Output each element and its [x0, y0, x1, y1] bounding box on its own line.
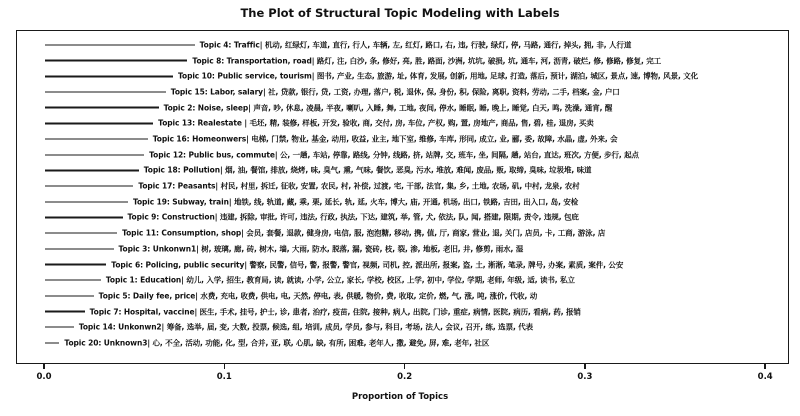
- topic-row: [45, 243, 523, 254]
- topic-label: Topic 8: Transportation, road| 路灯, 注, 白沙, 条, 修好, 亮, 胜, 路面, 沙洲, 坑坑, 破损, 坑, 通车, 河, 沥青, 破烂, 修, 修路, 修复, 完工: [192, 56, 662, 66]
- topic-row: [45, 165, 591, 176]
- topic-row: [45, 71, 698, 82]
- x-axis-tick-mark: [404, 364, 406, 369]
- topic-proportion-line: [45, 154, 144, 156]
- topic-proportion-line: [45, 264, 106, 266]
- topic-proportion-line: [45, 342, 59, 344]
- topic-label: Topic 17: Peasants| 村民, 村里, 拆迁, 征收, 安置, 农民, 村, 补偿, 过渡, 宅, 干部, 法官, 集, 乡, 土地, 农场, 矶, 中村, 龙泉, 农村: [138, 181, 580, 191]
- topic-proportion-line: [45, 295, 94, 297]
- topic-row: [45, 228, 605, 239]
- topic-proportion-line: [45, 76, 173, 78]
- topic-row: [45, 196, 578, 207]
- x-axis-tick-mark: [43, 364, 45, 369]
- topic-row: [45, 337, 489, 348]
- x-axis-tick-label: 0.3: [577, 372, 593, 382]
- topic-row: [45, 87, 620, 98]
- topic-label: Topic 15: Labor, salary| 社, 贷款, 银行, 贷, 工资, 办理, 落户, 税, 退休, 保, 身份, 积, 保险, 离职, 资料, 劳动, 二手, 档案, 金, 户口: [170, 87, 620, 97]
- topic-label: Topic 9: Construction| 违建, 拆除, 审批, 许可, 违法, 行政, 执法, 下达, 建筑, 举, 管, 犬, 依法, 队, 闻, 搭建, 限期, 责令, 违规, 包庇: [127, 212, 579, 222]
- x-axis-title: Proportion of Topics: [351, 392, 449, 402]
- topic-label: Topic 14: Unkonwn2| 筹备, 选举, 届, 变, 大数, 投票, 候选, 组, 培训, 成员, 学员, 参与, 科目, 考场, 法人, 会议, 召开, 练, 选票, 代表: [78, 322, 534, 332]
- topic-row: [45, 149, 639, 160]
- topic-proportion-line: [45, 91, 166, 93]
- topic-row: [45, 181, 580, 192]
- topic-row: [45, 290, 537, 301]
- topic-proportion-line: [45, 44, 195, 46]
- topic-proportion-line: [45, 138, 148, 140]
- topic-label: Topic 6: Policing, public security| 警察, 民警, 信号, 警, 报警, 警官, 视频, 司机, 控, 派出所, 报案, 盗, 土, 淅淅, 笔录, 牌号, 办案, 素质, 案件, 公安: [111, 260, 624, 270]
- topic-label: Topic 4: Traffic| 机动, 红绿灯, 车道, 直行, 行人, 车辆, 左, 红灯, 路口, 右, 违, 行驶, 绿灯, 停, 马路, 通行, 掉头, 拥, 非, 人行道: [199, 40, 632, 50]
- x-axis-tick-mark: [584, 364, 586, 369]
- topic-proportion-line: [45, 232, 117, 234]
- topic-label: Topic 1: Education| 幼儿, 入学, 招生, 教育局, 读, 就读, 小学, 公立, 家长, 学校, 校区, 上学, 初中, 学位, 学期, 老师, 年级, 适, 读书, 私立: [105, 275, 575, 285]
- topic-row: [45, 306, 581, 317]
- topic-proportion-line: [45, 279, 101, 281]
- x-axis-tick-label: 0.1: [216, 372, 232, 382]
- topic-row: [45, 322, 533, 333]
- topic-proportion-line: [45, 123, 153, 125]
- topic-row: [45, 134, 618, 145]
- topic-proportion-line: [45, 170, 139, 172]
- topic-label: Topic 2: Noise, sleep| 声音, 吵, 休息, 凌晨, 半夜, 喇叭, 入睡, 舞, 工地, 夜间, 停水, 睡眠, 睡, 晚上, 睡觉, 白天, 鸣, 洗澡, 通宵, 醒: [163, 103, 613, 113]
- topic-row: [45, 259, 623, 270]
- topic-label: Topic 11: Consumption, shop| 会员, 套餐, 退款, 健身房, 电信, 服, 泡泡糖, 移动, 携, 值, 厅, 商家, 营业, 退, 关门, 店员, 卡, 工商, 游泳, 店: [122, 228, 606, 238]
- topic-proportion-line: [45, 311, 85, 313]
- chart-title: The Plot of Structural Topic Modeling with Labels: [240, 6, 560, 20]
- topic-row: [45, 102, 612, 113]
- topic-row: [45, 275, 575, 286]
- topic-label: Topic 5: Daily fee, price| 水费, 充电, 收费, 供电, 电, 天然, 停电, 表, 供暖, 物价, 费, 收取, 定价, 燃, 气, 涨, 吨, 涨价, 代收, 动: [98, 291, 538, 301]
- topic-label: Topic 10: Public service, tourism| 图书, 产业, 生态, 旅游, 址, 体育, 发展, 创新, 用地, 足球, 打造, 落后, 预计, 湖泊, 城区, 景点, 速, 博物, 风景, 文化: [178, 71, 699, 81]
- topic-label: Topic 16: Homeonwers| 电梯, 门禁, 物业, 基金, 动用, 收益, 业主, 地下室, 维修, 车库, 形同, 成立, 业, 郦, 委, 故障, 水晶, 虚, 外来, 会: [152, 134, 618, 144]
- x-axis-tick-mark: [764, 364, 766, 369]
- topic-proportion-line: [45, 60, 187, 62]
- x-axis-tick-mark: [224, 364, 226, 369]
- topic-label: Topic 3: Unkonwn1| 树, 玻璃, 廊, 砖, 树木, 墙, 大雨, 防水, 脱落, 漏, 瓷砖, 枝, 裂, 渗, 地板, 老旧, 井, 修剪, 雨水, 湿: [118, 244, 524, 254]
- topic-row: [45, 40, 631, 51]
- topic-proportion-line: [45, 107, 159, 109]
- topic-proportion-line: [45, 326, 74, 328]
- x-axis-tick-label: 0.2: [397, 372, 413, 382]
- topic-row: [45, 212, 579, 223]
- topic-label: Topic 20: Unknown3| 心, 不全, 活动, 功能, 化, 型, 合并, 亚, 联, 心肌, 缺, 有所, 困难, 老年人, 撒, 避免, 屏, 难, 老年, 社区: [64, 338, 490, 348]
- topic-proportion-line: [45, 185, 133, 187]
- topic-proportion-line: [45, 201, 128, 203]
- topic-label: Topic 18: Pollution| 烟, 油, 餐馆, 排放, 烧烤, 味, 臭气, 熏, 气味, 餐饮, 恶臭, 污水, 堆放, 难闻, 废品, 贩, 取缔, 臭味, 垃圾堆, 味道: [143, 165, 592, 175]
- x-axis-tick-label: 0.4: [757, 372, 773, 382]
- topic-proportion-line: [45, 248, 114, 250]
- topic-label: Topic 12: Public bus, commute| 公, 一趟, 车站, 停靠, 路线, 分钟, 线路, 挤, 站牌, 交, 班车, 坐, 间隔, 趟, 站台, 直达, 班次, 方便, 步行, 起点: [149, 150, 639, 160]
- topic-row: [45, 118, 594, 129]
- topic-label: Topic 19: Subway, train| 地铁, 线, 轨道, 藏, 乘, 栗, 延长, 轨, 延, 火车, 博大, 庙, 开通, 机场, 出口, 铁路, 吉田, 出入口, 岛, 安检: [132, 197, 579, 207]
- topic-label: Topic 13: Realestate | 毛坯, 精, 装修, 样板, 开发, 验收, 商, 交付, 房, 车位, 产权, 购, 置, 房地产, 商品, 售, 碧, 桂, 退房, 买卖: [158, 118, 594, 128]
- x-axis-tick-label: 0.0: [36, 372, 52, 382]
- topic-proportion-line: [45, 217, 123, 219]
- topic-row: [45, 55, 661, 66]
- plot-area: [16, 30, 789, 364]
- topic-label: Topic 7: Hospital, vaccine| 医生, 手术, 挂号, 护士, 诊, 患者, 治疗, 疫苗, 住院, 接种, 病人, 出院, 门诊, 重症, 病情, 医院, 病历, 看病, 药, 报销: [89, 307, 581, 317]
